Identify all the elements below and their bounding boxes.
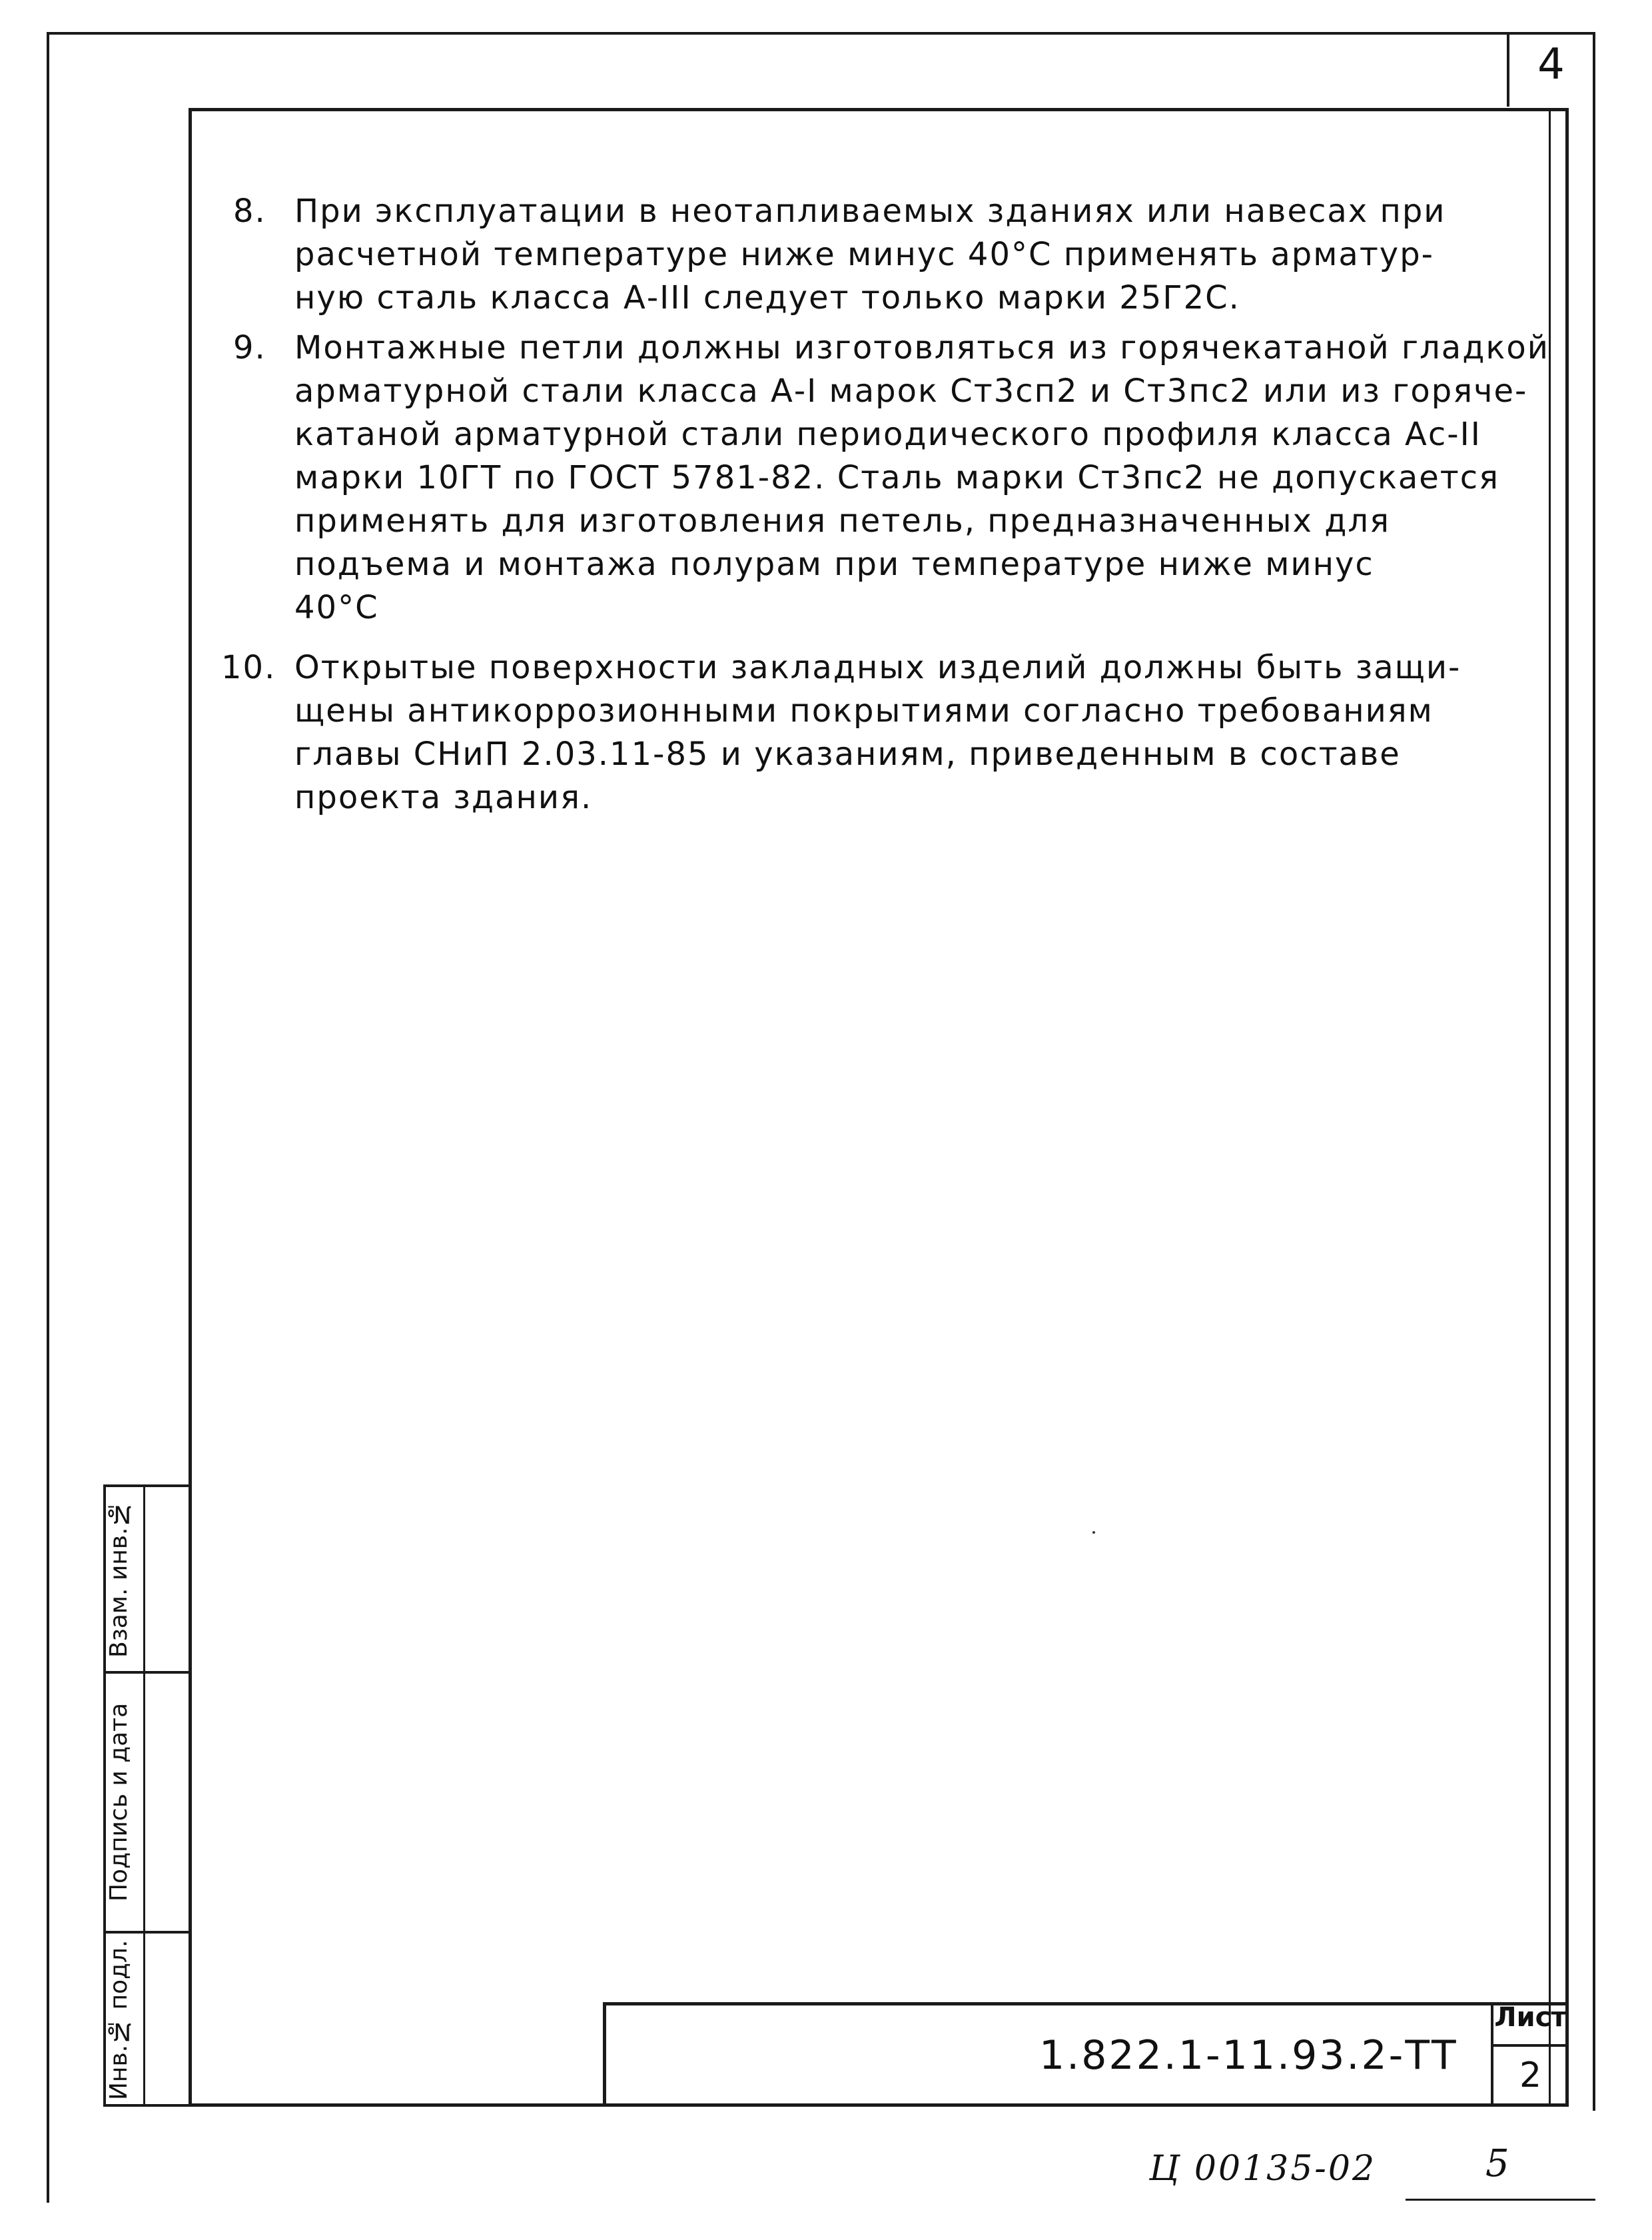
note-line: расчетной температуре ниже минус 40°С применять арматур- bbox=[294, 236, 1434, 273]
binding-strip-divider-vertical bbox=[143, 1484, 145, 2107]
note-10 bbox=[221, 646, 1552, 820]
archive-code: Ц 00135-02 bbox=[1149, 2149, 1377, 2189]
note-line: арматурной стали класса А-I марок Ст3сп2 и Ст3пс2 или из горяче- bbox=[294, 372, 1528, 410]
note-number: 9. bbox=[233, 329, 266, 366]
document-code: 1.822.1-11.93.2-ТТ bbox=[1039, 2032, 1458, 2079]
note-number: 8. bbox=[233, 193, 266, 230]
binding-strip-divider-2 bbox=[103, 1931, 189, 1934]
note-line: 40°С bbox=[294, 589, 379, 626]
note-9 bbox=[233, 326, 1552, 630]
sheet-value: 2 bbox=[1519, 2055, 1542, 2095]
note-number: 10. bbox=[221, 649, 276, 686]
note-line: Монтажные петли должны изготовляться из горячекатаной гладкой bbox=[294, 329, 1549, 366]
page-number-bottom: 5 bbox=[1485, 2142, 1509, 2185]
note-line: катаной арматурной стали периодического профиля класса Ас-II bbox=[294, 416, 1481, 453]
note-line: щены антикоррозионными покрытиями согласно требованиям bbox=[294, 692, 1434, 730]
note-line: применять для изготовления петель, предназначенных для bbox=[294, 502, 1390, 540]
note-line: марки 10ГТ по ГОСТ 5781-82. Сталь марки Ст3пс2 не допускается bbox=[294, 459, 1500, 496]
note-8 bbox=[233, 190, 1552, 320]
note-line: ную сталь класса А-III следует только марки 25Г2С. bbox=[294, 279, 1240, 316]
note-line: подъема и монтажа полурам при температуре ниже минус bbox=[294, 546, 1374, 583]
note-line: главы СНиП 2.03.11-85 и указаниям, приведенным в составе bbox=[294, 736, 1401, 773]
stray-dot bbox=[1092, 1531, 1095, 1534]
outer-border-left bbox=[47, 32, 49, 2203]
outer-border-right bbox=[1593, 32, 1595, 2111]
note-line: проекта здания. bbox=[294, 779, 593, 816]
inv-original-label: Инв.№ подл. bbox=[105, 1940, 133, 2101]
sign-date-label: Подпись и дата bbox=[105, 1702, 133, 1902]
title-block-sheet-divider-horizontal bbox=[1491, 2044, 1569, 2047]
sheet-label: Лист bbox=[1494, 2002, 1567, 2033]
binding-strip-divider-1 bbox=[103, 1671, 189, 1674]
outer-border-top bbox=[47, 32, 1595, 35]
replace-inv-label: Взам. инв.№ bbox=[105, 1500, 133, 1658]
sheet-number-top: 4 bbox=[1537, 40, 1565, 89]
note-line: Открытые поверхности закладных изделий должны быть защи- bbox=[294, 649, 1461, 686]
outer-border-bottom bbox=[1406, 2199, 1595, 2201]
note-line: При эксплуатации в неотапливаемых зданиях или навесах при bbox=[294, 193, 1446, 230]
